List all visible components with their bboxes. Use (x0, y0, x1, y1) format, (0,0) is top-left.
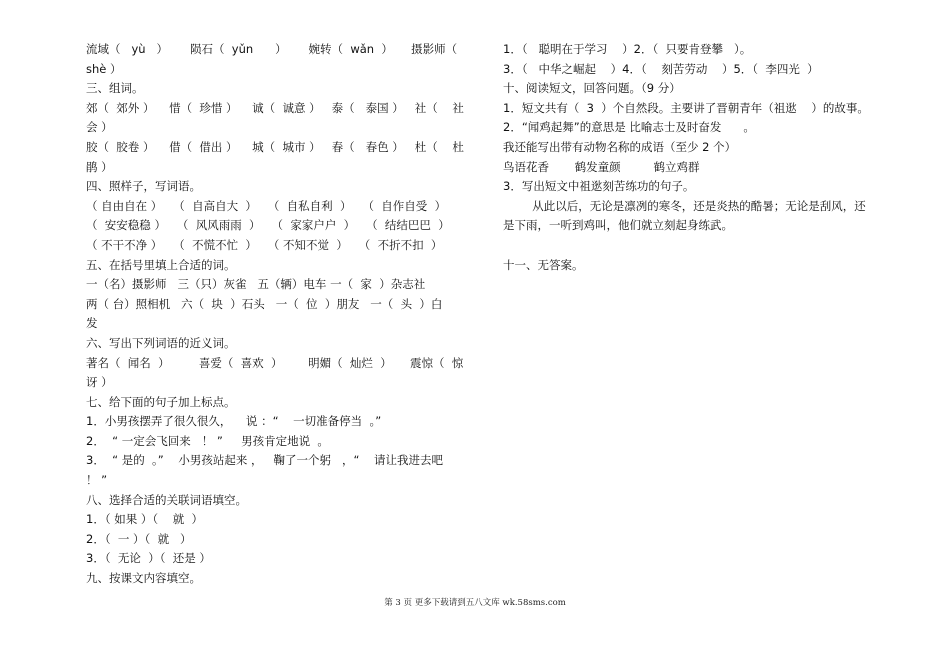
text-line: 1．（ 聪明在于学习 ）2．（ 只要肯登攀 ）。 (503, 42, 752, 56)
text-line: ！ ” (86, 473, 108, 488)
left-column (86, 40, 476, 589)
text-line: 1．短文共有（ 3 ）个自然段。主要讲了晋朝青年（祖逖 ）的故事。 (503, 100, 869, 115)
text-line: shè ） (86, 61, 122, 76)
section-heading: 八、选择合适的关联词语填空。 (86, 492, 247, 507)
text-line: 3． “ 是的 。” 小男孩站起来 ， 鞠了一个躬 ，“ 请让我进去吧 (86, 453, 444, 468)
spacer (503, 236, 903, 256)
paragraph-line: 从此以后，无论是凛冽的寒冬，还是炎热的酷暑；无论是刮风，还 (503, 198, 866, 213)
text-line: 流域（ yù ） 陨石（ yǔn ） 婉转（ wǎn ） 摄影师（ (86, 42, 458, 56)
text-line: 我还能写出带有动物名称的成语（至少 2 个） (503, 139, 737, 154)
text-line: 发 (86, 316, 98, 331)
right-column (503, 40, 903, 275)
text-line: 3．（ 无论 ）（ 还是 ） (86, 551, 211, 566)
section-heading: 六、写出下列词语的近义词。 (86, 335, 236, 350)
text-line: 一（名）摄影师 三（只）灰雀 五（辆）电车 一（ 家 ）杂志社 (86, 277, 426, 292)
text-line: 郊（ 郊外 ） 惜（ 珍惜 ） 诚（ 诚意 ） 泰（ 泰国 ） 社（ 社 (86, 100, 464, 115)
text-line: 1．小男孩摆弄了很久很久， 说 ：“ 一切准备停当 。” (86, 414, 382, 429)
text-line: （ 自由自在 ） （ 自高自大 ） （ 自私自利 ） （ 自作自受 ） (86, 198, 447, 213)
section-heading: 十一、无答案。 (503, 257, 584, 272)
section-heading: 五、在括号里填上合适的词。 (86, 257, 236, 272)
section-heading: 七、给下面的句子加上标点。 (86, 394, 236, 409)
text-line: 2．“闻鸡起舞”的意思是 比喻志士及时奋发 。 (503, 120, 755, 135)
text-line: 3．写出短文中祖逖刻苦练功的句子。 (503, 179, 695, 194)
text-line: 2． “ 一定会飞回来 ！ ” 男孩肯定地说 。 (86, 433, 329, 448)
text-line: 鹃 ） (86, 159, 113, 174)
text-line: （ 不干不净 ） （ 不慌不忙 ） （ 不知不觉 ） （ 不折不扣 ） (86, 237, 443, 252)
section-heading: 九、按课文内容填空。 (86, 571, 201, 586)
text-line: 2．（ 一 ）（ 就 ） (86, 531, 192, 546)
paragraph-line: 是下雨，一听到鸡叫，他们就立刻起身练武。 (503, 218, 733, 233)
section-heading: 三、组词。 (86, 81, 144, 96)
text-line: （ 安安稳稳 ） （ 风风雨雨 ） （ 家家户户 ） （ 结结巴巴 ） (86, 218, 450, 233)
text-line: 1．（ 如果 ）（ 就 ） (86, 512, 204, 527)
text-line: 会 ） (86, 120, 113, 135)
text-line: 胶（ 胶卷 ） 借（ 借出 ） 城（ 城市 ） 春（ 春色 ） 杜（ 杜 (86, 139, 464, 154)
text-line: 3．（ 中华之崛起 ）4．（ 刻苦劳动 ）5．（ 李四光 ） (503, 61, 819, 76)
section-heading: 四、照样子，写词语。 (86, 179, 201, 194)
page-footer: 第 3 页 更多下载请到五八文库 wk.58sms.com (384, 598, 566, 608)
text-line: 著名（ 闻名 ） 喜爱（ 喜欢 ） 明媚（ 灿烂 ） 震惊（ 惊 (86, 355, 464, 370)
text-line: 讶 ） (86, 375, 113, 390)
text-line: 鸟语花香 鹤发童颜 鹤立鸡群 (503, 159, 700, 174)
section-heading: 十、阅读短文，回答问题。（9 分） (503, 81, 681, 96)
text-line: 两（ 台）照相机 六（ 块 ）石头 一（ 位 ）朋友 一（ 头 ）白 (86, 296, 443, 311)
